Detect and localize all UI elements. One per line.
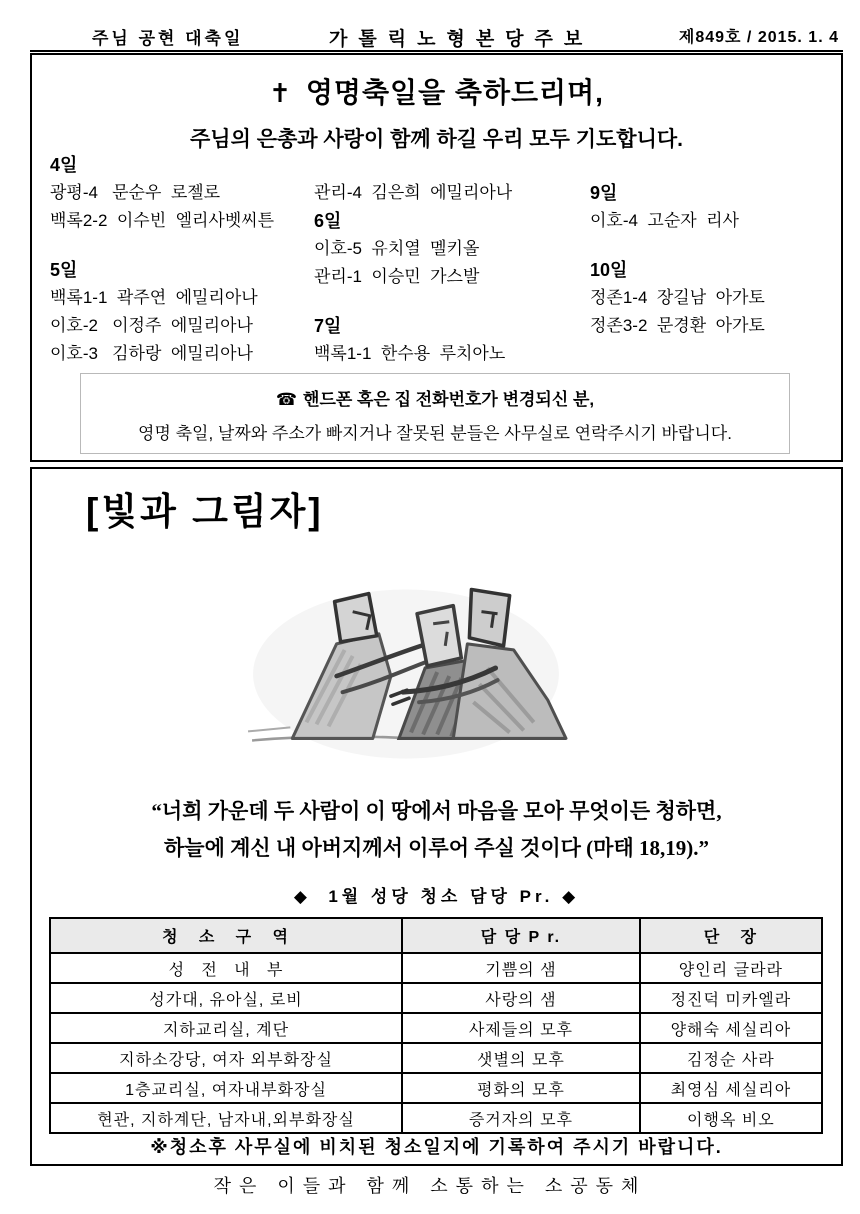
- three-figures-sketch: [240, 571, 572, 759]
- table-cell: 성가대, 유아실, 로비: [50, 983, 402, 1013]
- table-cell: 양인리 글라라: [640, 953, 822, 983]
- table-cell: 기쁨의 샘: [402, 953, 640, 983]
- table-row: [50, 1043, 822, 1073]
- table-cell: 평화의 모후: [402, 1073, 640, 1103]
- notice-box: [80, 373, 790, 454]
- feast-name-line: 정존3-2 문경환 아가토: [590, 316, 765, 335]
- table-row: [50, 983, 822, 1013]
- table-row: [50, 1013, 822, 1043]
- feast-day-label: 10일: [590, 260, 628, 280]
- feast-name-line: 관리-1 이승민 가스발: [314, 267, 480, 286]
- table-cell: 양해숙 세실리아: [640, 1013, 822, 1043]
- table-cell: 지하교리실, 계단: [50, 1013, 402, 1043]
- table-header-row: [50, 918, 822, 953]
- masthead-title: 가톨릭노형본당주보: [329, 29, 594, 50]
- footer-motto: 작은 이들과 함께 소통하는 소공동체: [213, 1176, 647, 1196]
- feast-column-2: [314, 179, 512, 368]
- table-column-header: 청 소 구 역: [50, 918, 402, 953]
- feast-column-3: [590, 179, 765, 340]
- feast-day-label: 5일: [50, 260, 78, 280]
- feast-day-label: 9일: [590, 183, 618, 203]
- phone-icon: ☎: [275, 390, 298, 409]
- feast-name-line: 이호-5 유치열 멜키올: [314, 239, 480, 258]
- feast-subtitle: 주님의 은총과 사랑이 함께 하길 우리 모두 기도합니다.: [190, 128, 683, 151]
- table-cell: 지하소강당, 여자 외부화장실: [50, 1043, 402, 1073]
- table-cell: 성 전 내 부: [50, 953, 402, 983]
- table-row: [50, 1103, 822, 1133]
- section-heading: [빛과 그림자]: [86, 491, 324, 532]
- table-cell: 샛별의 모후: [402, 1043, 640, 1073]
- notice-line-1-text: 핸드폰 혹은 집 전화번호가 변경되신 분,: [303, 390, 595, 409]
- masthead-feast-name: 주님 공현 대축일: [92, 29, 244, 48]
- table-row: [50, 1073, 822, 1103]
- feast-day-label: 6일: [314, 211, 342, 231]
- table-cell: 최영심 세실리아: [640, 1073, 822, 1103]
- cleaning-table: [49, 917, 823, 1134]
- spacer: [590, 235, 765, 256]
- cleaning-note: ※청소후 사무실에 비치된 청소일지에 기록하여 주시기 바랍니다.: [150, 1137, 723, 1157]
- notice-line-2: 영명 축일, 날짜와 주소가 빠지거나 잘못된 분들은 사무실로 연락주시기 바랍니다.: [138, 424, 732, 443]
- three-figures-illustration: [240, 571, 572, 759]
- table-cell: 정진덕 미카엘라: [640, 983, 822, 1013]
- masthead-issue-date: 제849호 / 2015. 1. 4: [678, 29, 839, 46]
- table-column-header: 단 장: [640, 918, 822, 953]
- feast-title-text: 영명축일을 축하드리며,: [305, 77, 604, 108]
- notice-line-1: [81, 385, 789, 410]
- feast-name-line: 정존1-4 장길남 아가토: [590, 288, 765, 307]
- feast-column-1: [50, 151, 274, 368]
- feast-name-line: 이호-4 고순자 리사: [590, 211, 739, 230]
- spacer: [50, 235, 274, 256]
- cleaning-table-title: ◆ 1월 성당 청소 담당 Pr. ◆: [293, 887, 580, 906]
- table-row: [50, 953, 822, 983]
- feast-day-label: 7일: [314, 316, 342, 336]
- feast-name-line: 관리-4 김은희 에밀리아나: [314, 183, 513, 202]
- masthead: [30, 24, 843, 52]
- feast-name-line: 백록1-1 한수용 루치아노: [314, 344, 506, 363]
- table-cell: 증거자의 모후: [402, 1103, 640, 1133]
- table-column-header: 담 당 P r.: [402, 918, 640, 953]
- cross-icon: ✝: [269, 78, 292, 108]
- feast-title: [32, 71, 841, 111]
- feast-section: [30, 53, 843, 462]
- quote-line-1: “너희 가운데 두 사람이 이 땅에서 마음을 모아 무엇이든 청하면,: [151, 799, 722, 823]
- feast-name-line: 이호-2 이정주 에밀리아나: [50, 316, 253, 335]
- table-cell: 현관, 지하계단, 남자내,외부화장실: [50, 1103, 402, 1133]
- light-shadow-section: [30, 467, 843, 1166]
- feast-name-line: 광평-4 문순우 로젤로: [50, 183, 221, 202]
- quote-line-2: 하늘에 계신 내 아버지께서 이루어 주실 것이다 (마태 18,19).”: [164, 836, 709, 860]
- table-cell: 사랑의 샘: [402, 983, 640, 1013]
- table-cell: 김정순 사라: [640, 1043, 822, 1073]
- spacer: [314, 291, 512, 312]
- table-cell: 사제들의 모후: [402, 1013, 640, 1043]
- table-cell: 이행옥 비오: [640, 1103, 822, 1133]
- feast-name-line: 이호-3 김하랑 에밀리아나: [50, 344, 253, 363]
- feast-name-line: 백록1-1 곽주연 에밀리아나: [50, 288, 258, 307]
- feast-day-label: 4일: [50, 155, 78, 175]
- feast-name-line: 백록2-2 이수빈 엘리사벳씨튼: [50, 211, 275, 230]
- table-cell: 1층교리실, 여자내부화장실: [50, 1073, 402, 1103]
